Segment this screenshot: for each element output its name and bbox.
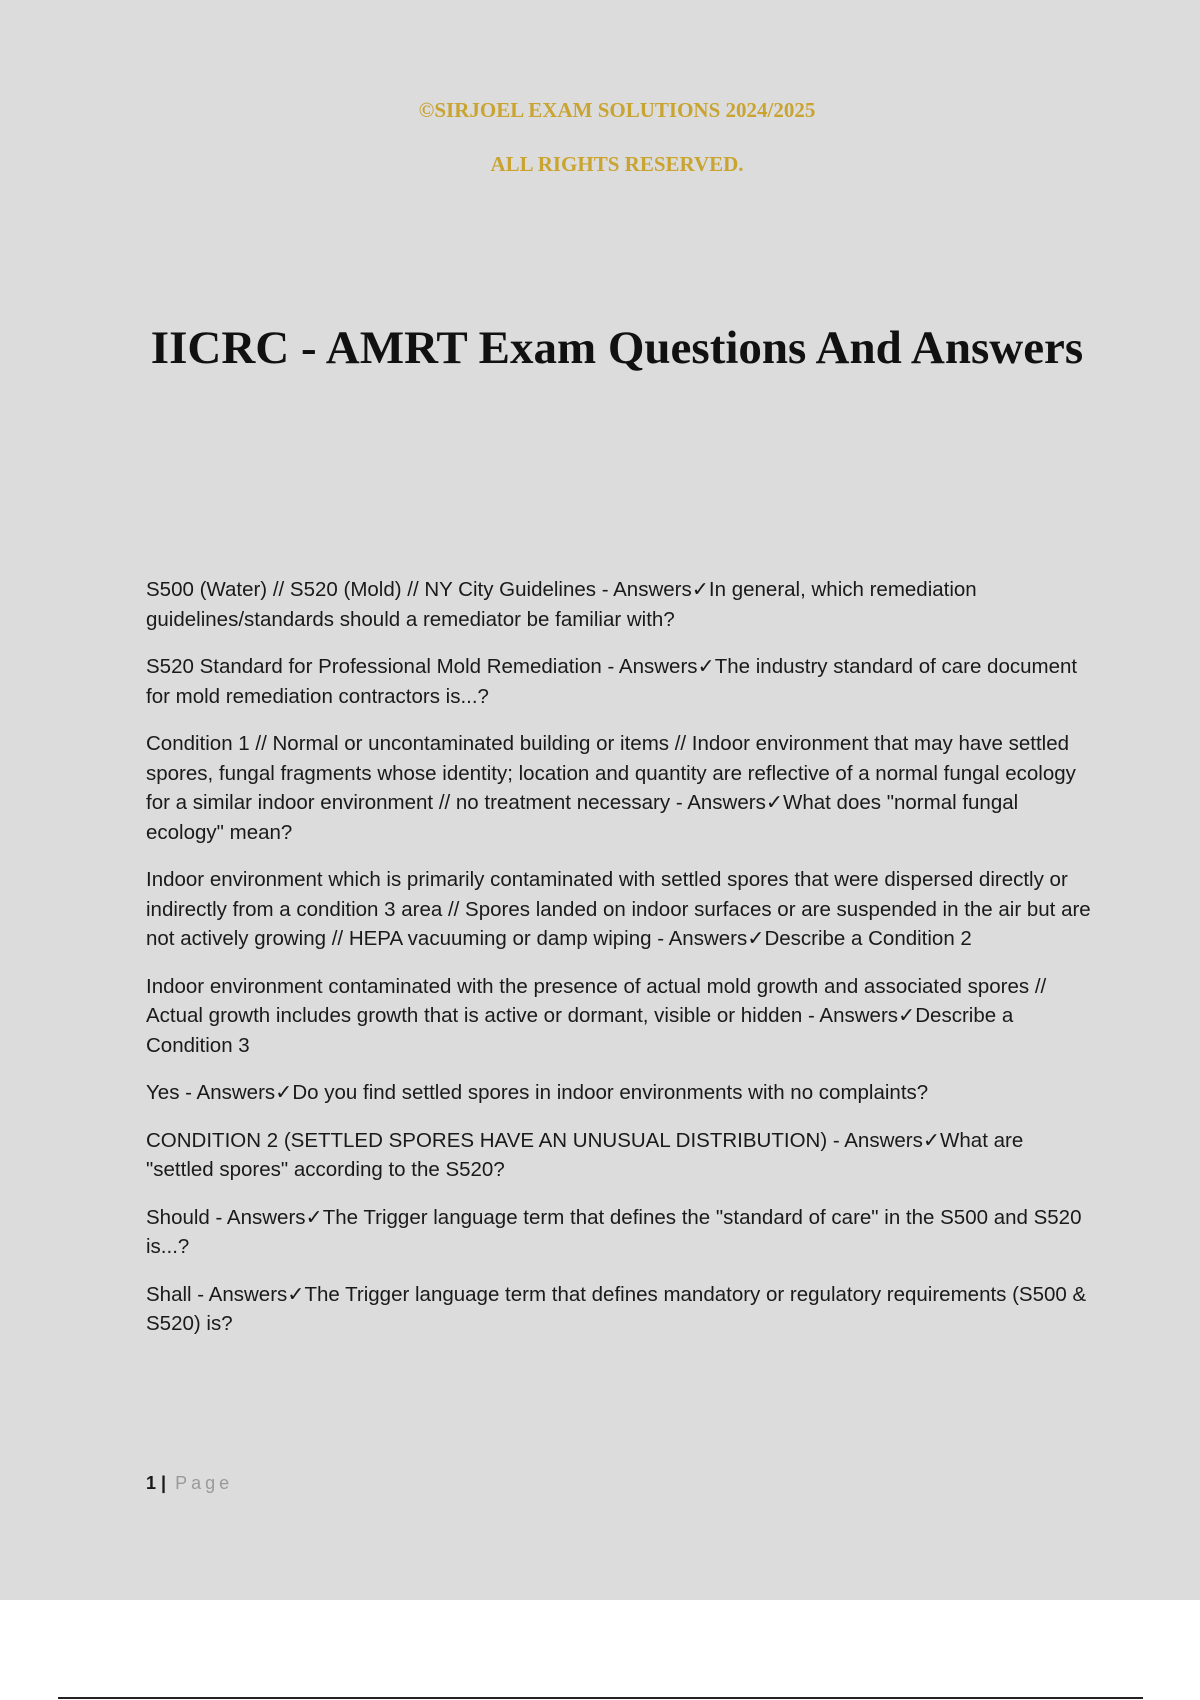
qa-item [146,729,1096,847]
question-text: What does "normal fungal ecology" mean? [146,791,1019,844]
answers-separator: - Answers [802,1004,899,1027]
answer-text: S520 Standard for Professional Mold Remediation [146,655,602,678]
answer-text: Indoor environment which is primarily contaminated with settled spores that were dispersed directly or indirectly from a condition 3 area // Spores landed on indoor surfaces or are suspended in the air but are not actively growing // HEPA vacuuming or damp wiping [146,868,1091,950]
answer-text: S500 (Water) // S520 (Mold) // NY City Guidelines [146,578,597,601]
question-text: The Trigger language term that defines mandatory or regulatory requirements (S500 & S520) is? [146,1282,1087,1335]
answer-text: CONDITION 2 (SETTLED SPORES HAVE AN UNUSUAL DISTRIBUTION) [146,1128,828,1152]
qa-item [146,972,1096,1061]
answers-separator: - Answers [209,1205,306,1229]
checkmark-icon: ✓ [898,1003,916,1027]
question-text: In general, which remediation guidelines/standards should a remediator be familiar with? [146,578,977,631]
checkmark-icon: ✓ [922,1127,941,1152]
page-number: 1 [146,1473,157,1493]
answers-separator: - Answers [191,1282,288,1306]
question-text: Do you find settled spores in indoor environments with no complaints? [292,1081,929,1104]
answers-separator: - Answers [651,927,748,950]
checkmark-icon: ✓ [305,1204,323,1229]
answers-separator: - Answers [601,655,698,678]
answers-separator: - Answers [670,791,766,814]
qa-item [146,1280,1096,1339]
answers-separator: - Answers [596,578,692,601]
checkmark-icon: ✓ [691,577,709,601]
checkmark-icon: ✓ [275,1080,293,1104]
answer-text: Shall [146,1282,192,1306]
answer-text: Yes [146,1081,180,1104]
checkmark-icon: ✓ [287,1281,305,1306]
answer-text: Indoor environment contaminated with the presence of actual mold growth and associated spores // Actual growth includes growth that is active or dormant, visible or hidden [146,974,1047,1027]
qa-item [146,1203,1096,1262]
question-text: Describe a Condition 2 [764,927,972,950]
question-text: Describe a Condition 3 [146,1004,1014,1057]
answer-text: Should [146,1205,210,1229]
qa-item [146,1126,1096,1185]
qa-list [146,575,1096,1357]
footer-divider: | [161,1473,167,1493]
page-label: Page [175,1473,234,1493]
qa-item [146,575,1096,634]
question-text: What are "settled spores" according to the S520? [146,1128,1024,1181]
qa-item [146,1078,1096,1108]
qa-item [146,652,1096,711]
question-text: The Trigger language term that defines the "standard of care" in the S500 and S520 is...? [146,1205,1082,1258]
checkmark-icon: ✓ [765,790,784,814]
checkmark-icon: ✓ [747,926,765,950]
answer-text: Condition 1 // Normal or uncontaminated building or items // Indoor environment that may have settled spores, fungal fragments whose identity; location and quantity are reflective of a normal fungal ecology for a similar indoor environment // no treatment necessary [146,732,1076,814]
qa-item [146,865,1096,954]
page-footer [146,1473,233,1494]
checkmark-icon: ✓ [697,654,715,678]
rights-header: ALL RIGHTS RESERVED. [490,152,744,176]
copyright-header: ©SIRJOEL EXAM SOLUTIONS 2024/2025 [418,98,816,122]
answers-separator: - Answers [827,1128,923,1152]
answers-separator: - Answers [179,1081,276,1104]
document-title: IICRC - AMRT Exam Questions And Answers [150,322,1084,374]
question-text: The industry standard of care document for mold remediation contractors is...? [146,655,1078,708]
bottom-rule [58,1697,1143,1699]
